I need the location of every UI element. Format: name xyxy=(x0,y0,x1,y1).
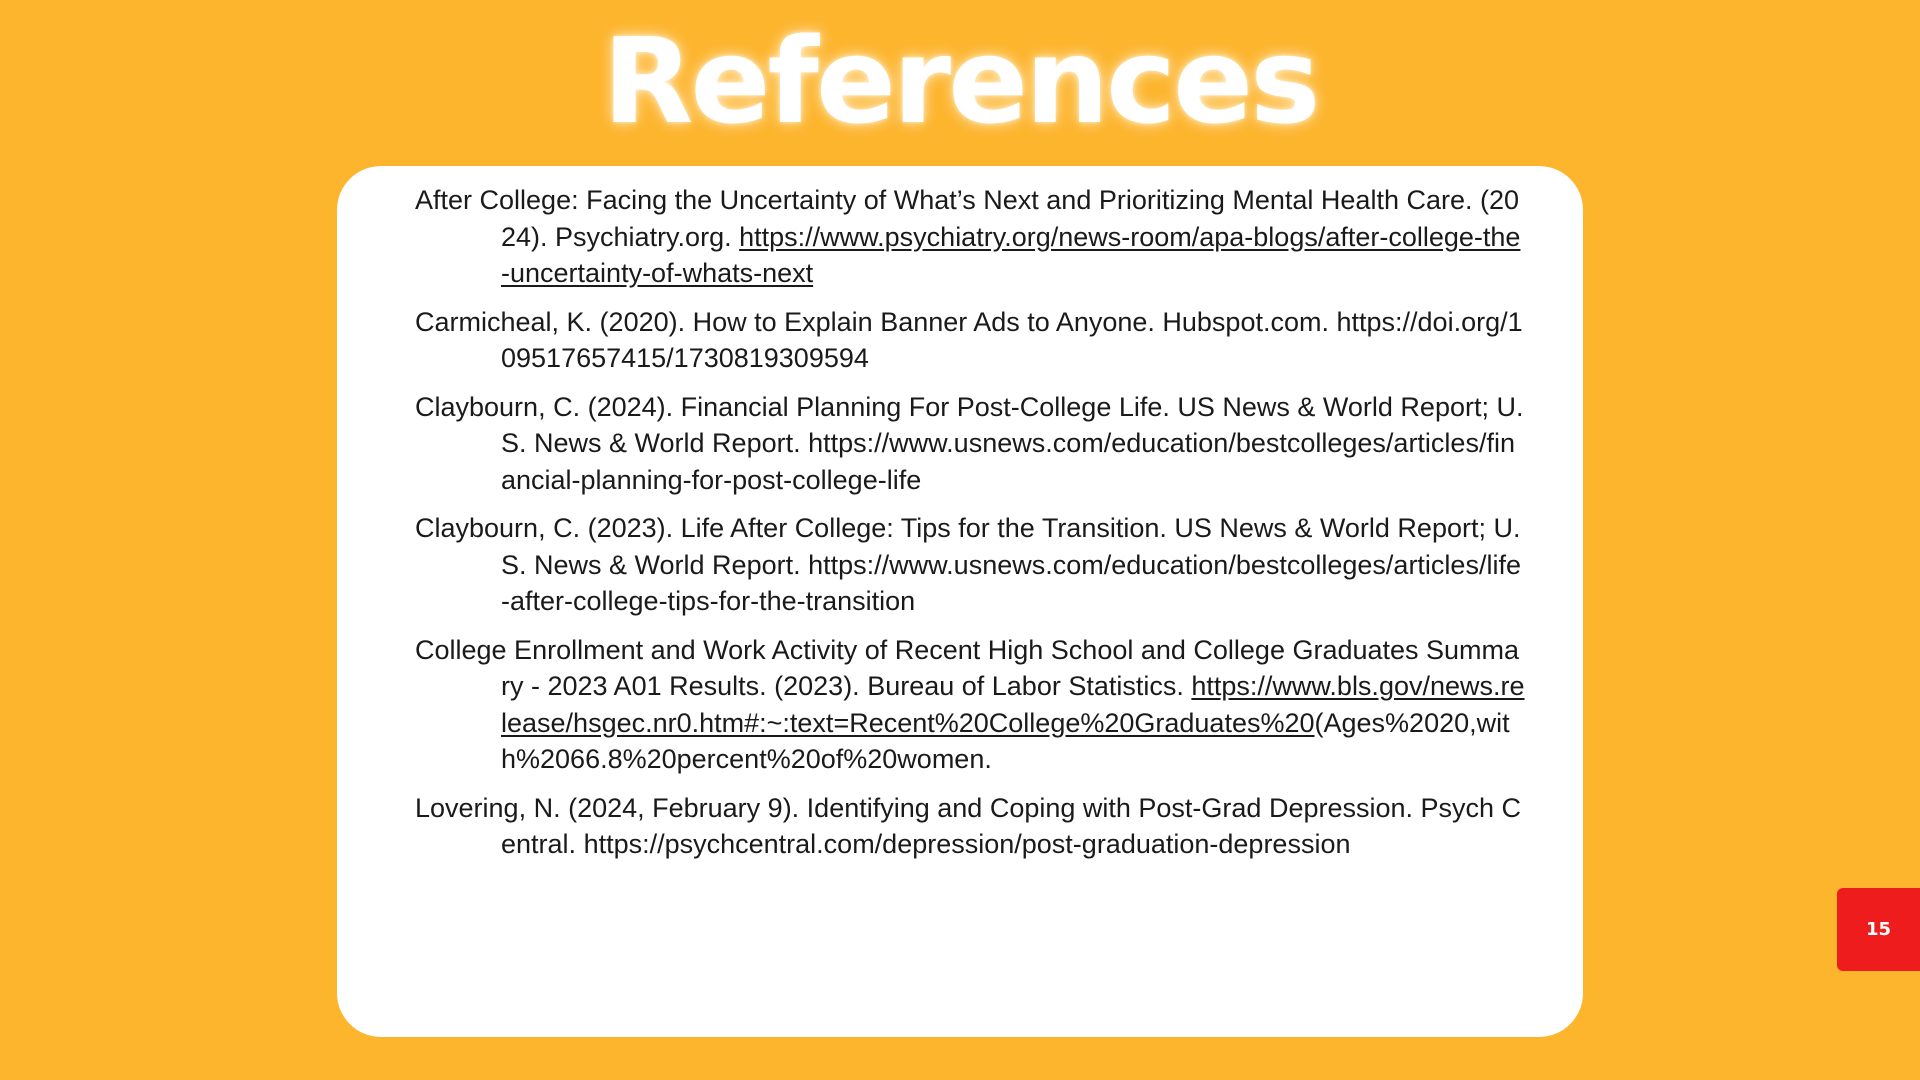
reference-citation: Claybourn, C. (2023). Life After College: Tips for the Transition. US News & World Report; U.S. News & World Report. xyxy=(415,513,1521,580)
reference-entry xyxy=(415,182,1527,292)
reference-citation: After College: Facing the Uncertainty of What’s Next and Prioritizing Mental Health Care. (2024). Psychiatry.org. xyxy=(415,185,1520,252)
reference-citation: Lovering, N. (2024, February 9). Identifying and Coping with Post-Grad Depression. Psych Central. xyxy=(415,792,1522,859)
page-number-badge xyxy=(1837,888,1920,971)
reference-link[interactable]: https://www.bls.gov/news.release/hsgec.nr0.htm#:~:text=Recent%20College%20Graduates%20 xyxy=(501,671,1525,738)
reference-entry xyxy=(415,389,1527,499)
page-number: 15 xyxy=(1865,919,1892,940)
references-card xyxy=(337,166,1583,1037)
reference-entry xyxy=(415,632,1527,778)
reference-entry xyxy=(415,790,1527,863)
reference-url: https://psychcentral.com/depression/post-graduation-depression xyxy=(583,829,1351,859)
reference-citation: Carmicheal, K. (2020). How to Explain Banner Ads to Anyone. Hubspot.com. xyxy=(415,306,1329,337)
reference-citation: Claybourn, C. (2024). Financial Planning For Post-College Life. US News & World Report; U.S. News & World Report. xyxy=(415,391,1524,458)
reference-url: https://www.usnews.com/education/bestcolleges/articles/financial-planning-for-post-college-life xyxy=(501,428,1515,495)
reference-citation: College Enrollment and Work Activity of Recent High School and College Graduates Summary - 2023 A01 Results. (2023). Bureau of Labor Statistics. xyxy=(415,634,1520,701)
reference-url-tail: (Ages%2020,with%2066.8%20percent%20of%20women. xyxy=(501,707,1510,774)
reference-entry xyxy=(415,304,1527,377)
slide-title: References xyxy=(602,12,1318,150)
reference-link[interactable]: https://www.psychiatry.org/news-room/apa-blogs/after-college-the-uncertainty-of-whats-next xyxy=(501,221,1521,288)
reference-url: https://doi.org/109517657415/1730819309594 xyxy=(501,306,1523,373)
reference-entry xyxy=(415,510,1527,620)
reference-url: https://www.usnews.com/education/bestcolleges/articles/life-after-college-tips-for-the-transition xyxy=(501,549,1521,616)
